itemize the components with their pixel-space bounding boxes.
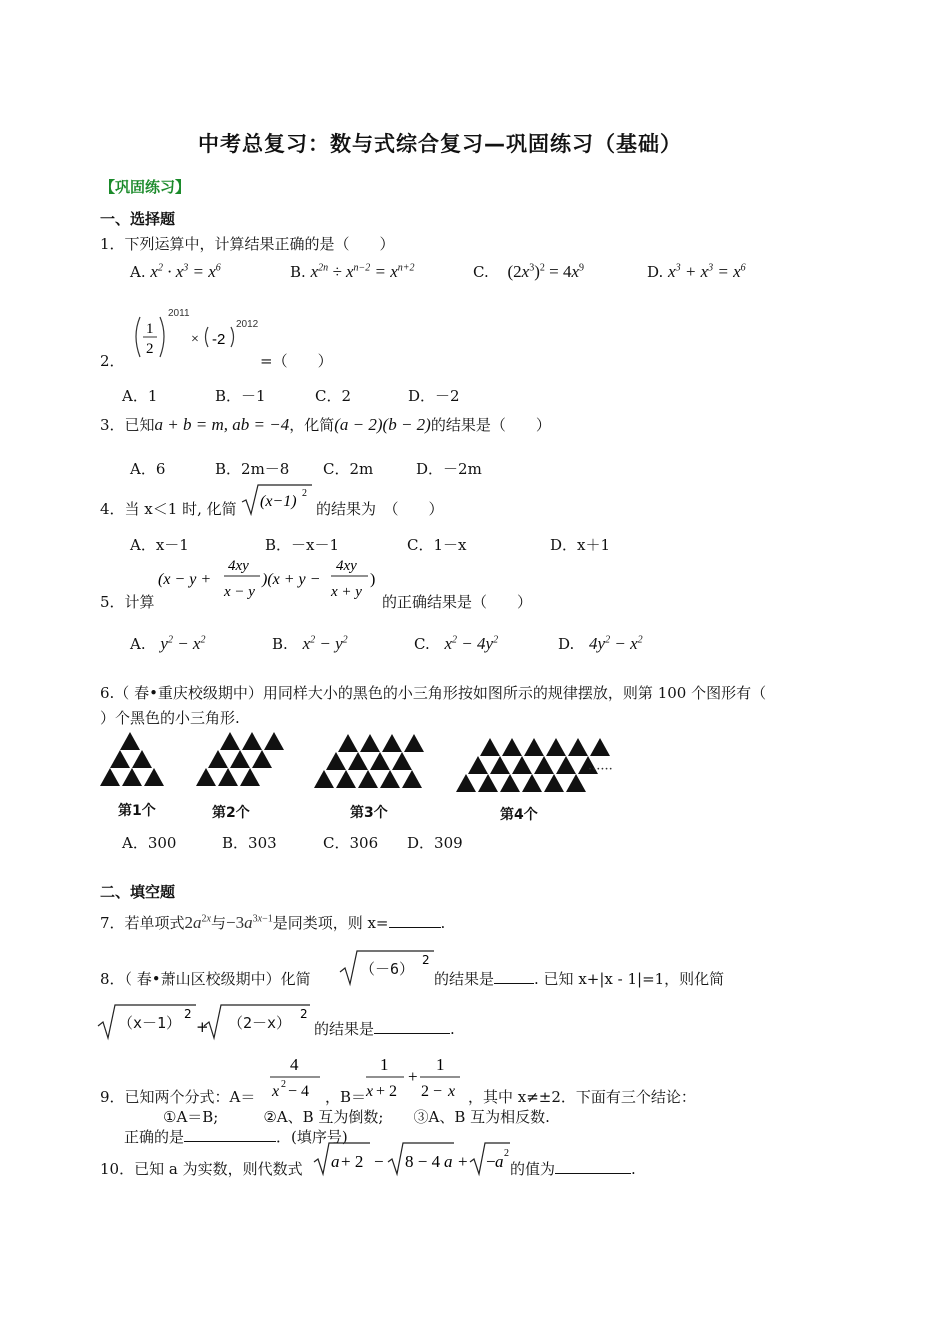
q8-inner3: （2－x） xyxy=(228,1014,292,1032)
q3-opt-d: D．－2m xyxy=(416,460,482,478)
page-title: 中考总复习：数与式综合复习—巩固练习（基础） xyxy=(198,132,682,156)
q4-pre: 4．当 x＜1 时, 化简 xyxy=(100,500,237,518)
q3-opt-b: B．2m－8 xyxy=(215,460,290,478)
q9-fraction-b xyxy=(364,1052,464,1106)
figure-1-triangles xyxy=(100,732,164,786)
q1-stem: 1．下列运算中，计算结果正确的是（ ） xyxy=(100,235,395,253)
q5-option-c: C. $x^2 - 4y^2$ xyxy=(414,634,499,653)
q9-fraction-b-graphic xyxy=(364,1052,464,1102)
q9-answer-text: 正确的是 xyxy=(124,1128,185,1146)
svg-text:2: 2 xyxy=(184,1007,192,1021)
q5-option-b: B. $x^2 - y^2$ xyxy=(272,634,348,653)
svg-text:1: 1 xyxy=(436,1055,445,1074)
svg-text:×: × xyxy=(191,332,199,347)
q6-opt-d: D．309 xyxy=(407,834,463,852)
svg-text:)(x + y −: )(x + y − xyxy=(262,571,321,588)
q7-mid: 与 xyxy=(211,914,227,932)
q5-c-label: C. xyxy=(414,635,430,653)
svg-text:x − y: x − y xyxy=(224,584,255,600)
q1-b-label: B. xyxy=(290,263,306,281)
q8-end: . xyxy=(450,1020,455,1038)
svg-text:2: 2 xyxy=(281,1079,286,1090)
fig-label-1: 第1个 xyxy=(118,803,156,819)
q9-answer-blank[interactable] xyxy=(184,1127,276,1142)
svg-text:x: x xyxy=(448,1083,456,1100)
svg-text:8 − 4: 8 − 4 xyxy=(405,1152,441,1171)
svg-text:1: 1 xyxy=(146,321,154,337)
svg-text:x: x xyxy=(272,1083,280,1100)
part2-heading: 二、填空题 xyxy=(100,883,176,901)
figure-2-triangles xyxy=(196,732,284,786)
q10-pre: 10．已知 a 为实数，则代数式 xyxy=(100,1160,303,1178)
svg-text:−: − xyxy=(486,1152,496,1171)
q2-exp2: 2012 xyxy=(236,319,259,330)
q4-opt-c: C．1－x xyxy=(407,536,467,554)
q3-condition: a + b = m, ab = −4 xyxy=(154,415,290,434)
q8-mid xyxy=(434,968,724,989)
q7-answer-blank[interactable] xyxy=(389,913,441,928)
fig-label-2: 第2个 xyxy=(212,805,250,821)
svg-text:2: 2 xyxy=(302,488,307,499)
q5-option-a: A. $y^2 - x^2$ xyxy=(130,634,206,653)
q9-answer-end: ．(填序号) xyxy=(276,1128,348,1146)
svg-text:(x−1): (x−1) xyxy=(260,493,297,510)
svg-text:a: a xyxy=(331,1152,340,1171)
svg-text:a: a xyxy=(495,1152,504,1171)
q8-post xyxy=(314,1018,455,1039)
q6-continuation-dots: ······ xyxy=(588,762,613,777)
svg-text:2: 2 xyxy=(300,1007,308,1021)
q1-option-b: B. $x^{2n} \div x^{n-2} = x^{n+2}$ xyxy=(290,262,415,281)
svg-text:+ 2: + 2 xyxy=(376,1083,398,1100)
q4-opt-d: D．x＋1 xyxy=(550,536,611,554)
q10-formula-graphic xyxy=(312,1140,512,1180)
svg-text:1: 1 xyxy=(380,1055,389,1074)
svg-text:+: + xyxy=(196,1018,209,1036)
q7-post: 是同类项，则 x= xyxy=(272,914,389,932)
q9-fraction-a-graphic xyxy=(268,1052,324,1102)
svg-text:x + y: x + y xyxy=(331,584,362,600)
q7-pre: 7．若单项式 xyxy=(100,914,185,932)
q8-pre: 8．（ 春•萧山区校级期中）化简 xyxy=(100,970,311,988)
q2-number: 2． xyxy=(100,352,125,370)
q6-line1: 6.（ 春•重庆校级期中）用同样大小的黑色的小三角形按如图所示的规律摆放，则第 100 个图形有（ xyxy=(100,684,767,702)
q9-b: ，B＝ xyxy=(325,1088,367,1106)
q6-line2: ）个黑色的小三角形. xyxy=(100,709,240,727)
q8-answer-blank-2[interactable] xyxy=(374,1019,450,1034)
q4-sqrt-graphic xyxy=(240,482,314,518)
svg-text:2 −: 2 − xyxy=(421,1083,443,1100)
svg-text:a: a xyxy=(444,1152,453,1171)
q5-a-label: A. xyxy=(130,635,146,653)
q7-line: 7．若单项式$2a^{2x}$与$-3a^{3x-1}$是同类项，则 x= . xyxy=(100,913,446,932)
q2-opt-a: A．1 xyxy=(122,387,158,405)
q3-pre: 3．已知 xyxy=(100,416,155,434)
figure-4-triangles xyxy=(456,738,610,792)
q5-option-d: D. $4y^2 - x^2$ xyxy=(558,634,643,653)
q8-inner1: （－6） xyxy=(360,960,415,978)
q6-triangle-figures xyxy=(95,728,635,798)
q6-opt-a: A．300 xyxy=(122,834,177,852)
fig-label-3: 第3个 xyxy=(350,805,388,821)
svg-text:x: x xyxy=(366,1083,374,1100)
svg-text:4xy: 4xy xyxy=(336,558,357,574)
svg-text:2: 2 xyxy=(504,1148,509,1159)
q8-post-text: 的结果是 xyxy=(314,1020,375,1038)
svg-text:4xy: 4xy xyxy=(228,558,249,574)
svg-text:): ) xyxy=(370,571,376,588)
q8-answer-blank-1[interactable] xyxy=(494,969,534,984)
fig-label-4: 第4个 xyxy=(500,807,538,823)
q3-expression: (a − 2)(b − 2) xyxy=(334,415,431,434)
q2-equals: =（ ） xyxy=(260,352,333,370)
q5-b-label: B. xyxy=(272,635,288,653)
q3-opt-c: C．2m xyxy=(323,460,374,478)
svg-text:2: 2 xyxy=(422,953,430,967)
q4-post: 的结果为 （ ） xyxy=(316,500,444,518)
q5-formula-graphic xyxy=(158,554,380,604)
q1-c-label: C. xyxy=(473,263,489,281)
svg-text:+: + xyxy=(458,1152,468,1171)
q10-expression xyxy=(312,1140,512,1184)
figure-3-triangles xyxy=(314,734,424,788)
q10-post xyxy=(510,1158,636,1179)
q5-pre: 5．计算 xyxy=(100,593,155,611)
q9-pre: 9．已知两个分式：A＝ xyxy=(100,1088,256,1106)
q10-end: . xyxy=(631,1160,636,1178)
svg-text:+ 2: + 2 xyxy=(341,1152,364,1171)
q2-opt-c: C．2 xyxy=(315,387,352,405)
q5-post: 的正确结果是（ ） xyxy=(382,593,533,611)
q4-opt-b: B．－x－1 xyxy=(265,536,340,554)
svg-text:+: + xyxy=(408,1067,418,1086)
q5-expression xyxy=(158,554,380,608)
svg-text:4: 4 xyxy=(290,1055,299,1074)
section-tag: 【巩固练习】 xyxy=(100,178,191,196)
q4-sqrt xyxy=(240,482,314,522)
q3-post: 的结果是（ ） xyxy=(430,416,551,434)
q1-option-c: C. $(2x^3)^2 = 4x^9$ xyxy=(473,262,585,281)
q4-opt-a: A．x－1 xyxy=(130,536,189,554)
q3-line xyxy=(100,414,551,435)
q1-a-label: A. xyxy=(130,263,146,281)
q2-opt-d: D．－2 xyxy=(408,387,460,405)
q9-post: ，其中 x≠±2．下面有三个结论： xyxy=(468,1088,696,1106)
q1-option-d: D. $x^3 + x^3 = x^6$ xyxy=(647,262,746,281)
svg-text:(x − y +: (x − y + xyxy=(158,571,212,588)
q7-end: . xyxy=(440,914,446,932)
q10-post-text: 的值为 xyxy=(510,1160,556,1178)
svg-text:−: − xyxy=(374,1152,384,1171)
q10-answer-blank[interactable] xyxy=(555,1159,631,1174)
q3-opt-a: A．6 xyxy=(130,460,166,478)
q1-option-a: A. $x^2 \cdot x^3 = x^6$ xyxy=(130,262,221,281)
svg-text:2: 2 xyxy=(146,341,154,357)
svg-text:− 4: − 4 xyxy=(288,1083,310,1100)
q8-mid2-text: . 已知 x+|x - 1|=1，则化简 xyxy=(534,970,725,988)
part1-heading: 一、选择题 xyxy=(100,210,176,228)
q9-items: ①A＝B; ②A、B 互为倒数; ③A、B 互为相反数. xyxy=(163,1108,550,1126)
svg-text:-2: -2 xyxy=(212,331,226,348)
q1-d-label: D. xyxy=(647,263,664,281)
q5-d-label: D. xyxy=(558,635,575,653)
q6-opt-b: B．303 xyxy=(222,834,277,852)
q9-fraction-a xyxy=(268,1052,324,1106)
q6-opt-c: C．306 xyxy=(323,834,379,852)
q8-mid-text: 的结果是 xyxy=(434,970,495,988)
q2-exp1: 2011 xyxy=(168,308,190,319)
q8-inner2: （x－1） xyxy=(118,1014,182,1032)
q2-opt-b: B．－1 xyxy=(215,387,266,405)
q3-mid: ，化简 xyxy=(289,416,335,434)
